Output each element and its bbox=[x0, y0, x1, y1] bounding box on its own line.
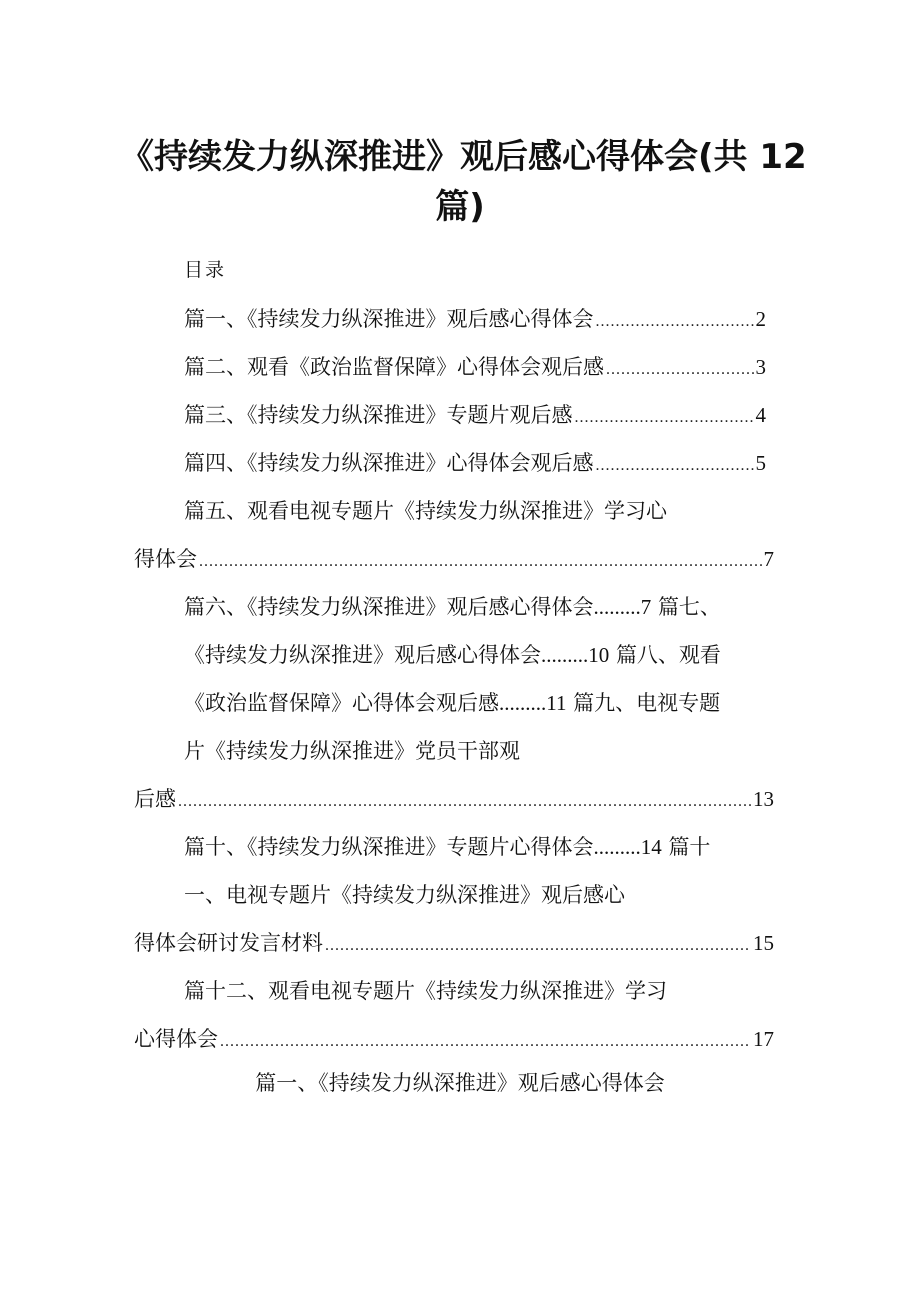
toc-entry-label: 篇十、《持续发力纵深推进》专题片心得体会 bbox=[184, 835, 594, 859]
title-line-1: 《持续发力纵深推进》观后感心得体会(共 12 bbox=[120, 137, 807, 177]
toc-leader-dots bbox=[178, 787, 751, 817]
toc-entry-label[interactable]: 篇五、观看电视专题片《持续发力纵深推进》学习心 bbox=[184, 499, 667, 523]
toc-page-number: 3 bbox=[755, 355, 766, 379]
toc-entry-label[interactable]: 篇十二、观看电视专题片《持续发力纵深推进》学习 bbox=[184, 979, 667, 1003]
document-title bbox=[120, 132, 807, 232]
toc-leader-dots bbox=[325, 931, 751, 961]
toc-entry-label: 篇七、 bbox=[657, 595, 721, 619]
toc-page-number: 14 bbox=[640, 835, 662, 859]
toc-flow-line[interactable] bbox=[184, 640, 721, 670]
toc-entry-label-cont: 得体会 bbox=[134, 547, 197, 571]
toc-page-number: 7 bbox=[763, 547, 774, 571]
toc-entry[interactable] bbox=[184, 352, 766, 385]
toc-flow-line[interactable]: 一、电视专题片《持续发力纵深推进》观后感心 bbox=[184, 883, 625, 907]
toc-leader-dots bbox=[596, 307, 754, 337]
toc-heading: 目录 bbox=[184, 259, 227, 281]
toc-entry-label: 《政治监督保障》心得体会观后感 bbox=[184, 691, 499, 715]
toc-leader-dots: ......... bbox=[541, 643, 589, 667]
toc-entry-label: 篇一、《持续发力纵深推进》观后感心得体会 bbox=[184, 307, 594, 331]
toc-entry-label: 篇十 bbox=[668, 835, 711, 859]
toc-entry-label-cont: 心得体会 bbox=[134, 1027, 218, 1051]
toc-leader-dots bbox=[575, 403, 754, 433]
toc-flow-line[interactable] bbox=[184, 688, 720, 718]
toc-leader-dots bbox=[220, 1027, 751, 1057]
toc-leader-dots: ......... bbox=[593, 835, 641, 859]
toc-page-number: 7 bbox=[640, 595, 652, 619]
toc-leader-dots: ......... bbox=[593, 595, 641, 619]
toc-entry-label: 《持续发力纵深推进》观后感心得体会 bbox=[184, 643, 541, 667]
toc-page-number: 11 bbox=[546, 691, 567, 715]
toc-entry-label-cont: 后感 bbox=[134, 787, 176, 811]
toc-entry-label: 篇八、观看 bbox=[615, 643, 721, 667]
toc-leader-dots bbox=[199, 547, 762, 577]
toc-flow-line[interactable] bbox=[184, 592, 721, 622]
toc-entry-label-cont: 得体会研讨发言材料 bbox=[134, 931, 323, 955]
toc-leader-dots bbox=[606, 355, 754, 385]
toc-entry[interactable] bbox=[184, 304, 766, 337]
toc-entry[interactable] bbox=[184, 400, 766, 433]
section-heading: 篇一、《持续发力纵深推进》观后感心得体会 bbox=[255, 1071, 665, 1095]
toc-flow-line[interactable]: 片《持续发力纵深推进》党员干部观 bbox=[184, 739, 520, 763]
toc-leader-dots bbox=[596, 451, 754, 481]
toc-page-number: 5 bbox=[755, 451, 766, 475]
toc-entry-label: 篇四、《持续发力纵深推进》心得体会观后感 bbox=[184, 451, 594, 475]
toc-entry-label: 篇九、电视专题 bbox=[573, 691, 721, 715]
toc-page-number: 10 bbox=[588, 643, 610, 667]
toc-page-number: 4 bbox=[755, 403, 766, 427]
toc-entry[interactable] bbox=[134, 784, 774, 817]
title-line-2: 篇) bbox=[435, 187, 485, 227]
toc-page-number: 2 bbox=[755, 307, 766, 331]
toc-page-number: 13 bbox=[753, 787, 774, 811]
toc-leader-dots: ......... bbox=[499, 691, 547, 715]
toc-page-number: 17 bbox=[753, 1027, 774, 1051]
toc-page-number: 15 bbox=[753, 931, 774, 955]
toc-entry[interactable] bbox=[134, 1024, 774, 1057]
toc-entry-label: 篇二、观看《政治监督保障》心得体会观后感 bbox=[184, 355, 604, 379]
toc-entry-label: 篇三、《持续发力纵深推进》专题片观后感 bbox=[184, 403, 573, 427]
toc-flow-line[interactable] bbox=[184, 832, 710, 862]
toc-entry[interactable] bbox=[134, 544, 774, 577]
toc-entry[interactable] bbox=[134, 928, 774, 961]
toc-entry-label: 篇六、《持续发力纵深推进》观后感心得体会 bbox=[184, 595, 594, 619]
toc-entry[interactable] bbox=[184, 448, 766, 481]
